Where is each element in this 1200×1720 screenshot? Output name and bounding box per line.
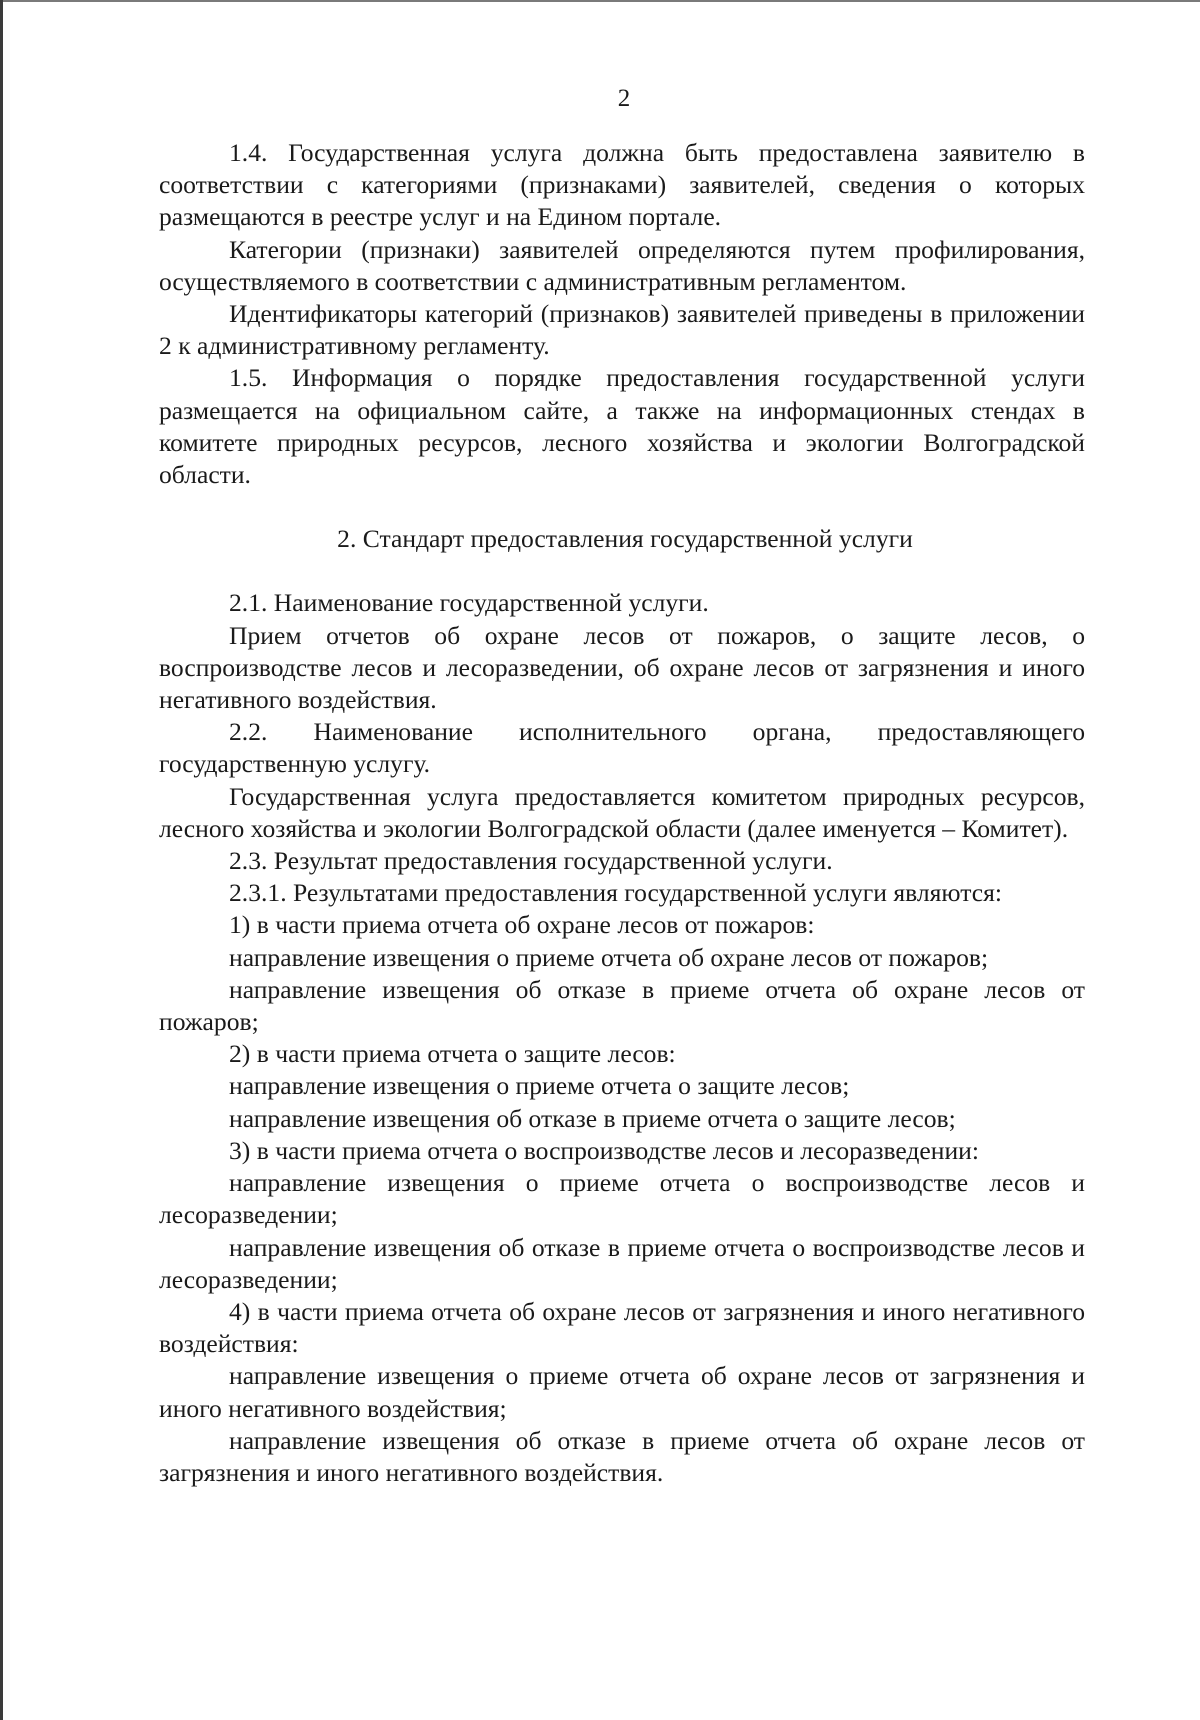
list-item-pollution-report: 4) в части приема отчета об охране лесов от загрязнения и иного негативного воздействия: xyxy=(159,1296,1085,1359)
paragraph-1-4: 1.4. Государственная услуга должна быть предоставлена заявителю в соответствии с категориями (признаками) заявителей, сведения о которых размещаются в реестре услуг и на Едином портале. xyxy=(159,138,1085,232)
paragraph-2-3: 2.3. Результат предоставления государственной услуги. xyxy=(229,846,833,876)
paragraph-categories: Категории (признаки) заявителей определяются путем профилирования, осуществляемого в соответствии с административным регламентом. xyxy=(159,234,1085,296)
paragraph-2-1: 2.1. Наименование государственной услуги. xyxy=(229,588,709,618)
document-body xyxy=(159,137,1085,1489)
list-item-reproduction-report: 3) в части приема отчета о воспроизводстве лесов и лесоразведении: xyxy=(229,1135,979,1165)
paragraph-2-2-text: Государственная услуга предоставляется комитетом природных ресурсов, лесного хозяйства и экологии Волгоградской области (далее именуется – Комитет). xyxy=(159,781,1085,843)
list-item-reproduction-refuse: направление извещения об отказе в приеме отчета о воспроизводстве лесов и лесоразведении; xyxy=(159,1232,1085,1294)
list-item-fire-refuse: направление извещения об отказе в приеме отчета об охране лесов от пожаров; xyxy=(159,974,1085,1037)
scan-edge-left xyxy=(0,0,3,1720)
paragraph-identifiers: Идентификаторы категорий (признаков) заявителей приведены в приложении 2 к административному регламенту. xyxy=(159,299,1085,361)
paragraph-1-5: 1.5. Информация о порядке предоставления государственной услуги размещается на официальном сайте, а также на информационных стендах в комитете природных ресурсов, лесного хозяйства и экологии Волгоградской области. xyxy=(159,363,1085,490)
paragraph-2-1-text: Прием отчетов об охране лесов от пожаров, о защите лесов, о воспроизводстве лесов и лесоразведении, об охране лесов от загрязнения и иного негативного воздействия. xyxy=(159,620,1085,715)
list-item-protection-refuse: направление извещения об отказе в приеме отчета о защите лесов; xyxy=(229,1103,956,1133)
section-2-heading: 2. Стандарт предоставления государственной услуги xyxy=(337,524,913,554)
list-item-pollution-refuse: направление извещения об отказе в приеме отчета об охране лесов от загрязнения и иного негативного воздействия. xyxy=(159,1425,1085,1487)
list-item-reproduction-accept: направление извещения о приеме отчета о воспроизводстве лесов и лесоразведении; xyxy=(159,1168,1085,1230)
list-item-protection-accept: направление извещения о приеме отчета о защите лесов; xyxy=(229,1071,850,1101)
page-number: 2 xyxy=(617,85,631,112)
paragraph-2-3-1: 2.3.1. Результатами предоставления государственной услуги являются: xyxy=(229,878,1002,908)
list-item-fire-accept: направление извещения о приеме отчета об охране лесов от пожаров; xyxy=(229,942,989,972)
paragraph-2-2: 2.2. Наименование исполнительного органа, предоставляющего государственную услугу. xyxy=(159,717,1085,779)
list-item-fire-report: 1) в части приема отчета об охране лесов от пожаров: xyxy=(229,910,815,940)
list-item-protection-report: 2) в части приема отчета о защите лесов: xyxy=(229,1039,676,1069)
scan-edge-top xyxy=(0,0,1200,2)
list-item-pollution-accept: направление извещения о приеме отчета об охране лесов от загрязнения и иного негативного воздействия; xyxy=(159,1361,1085,1423)
